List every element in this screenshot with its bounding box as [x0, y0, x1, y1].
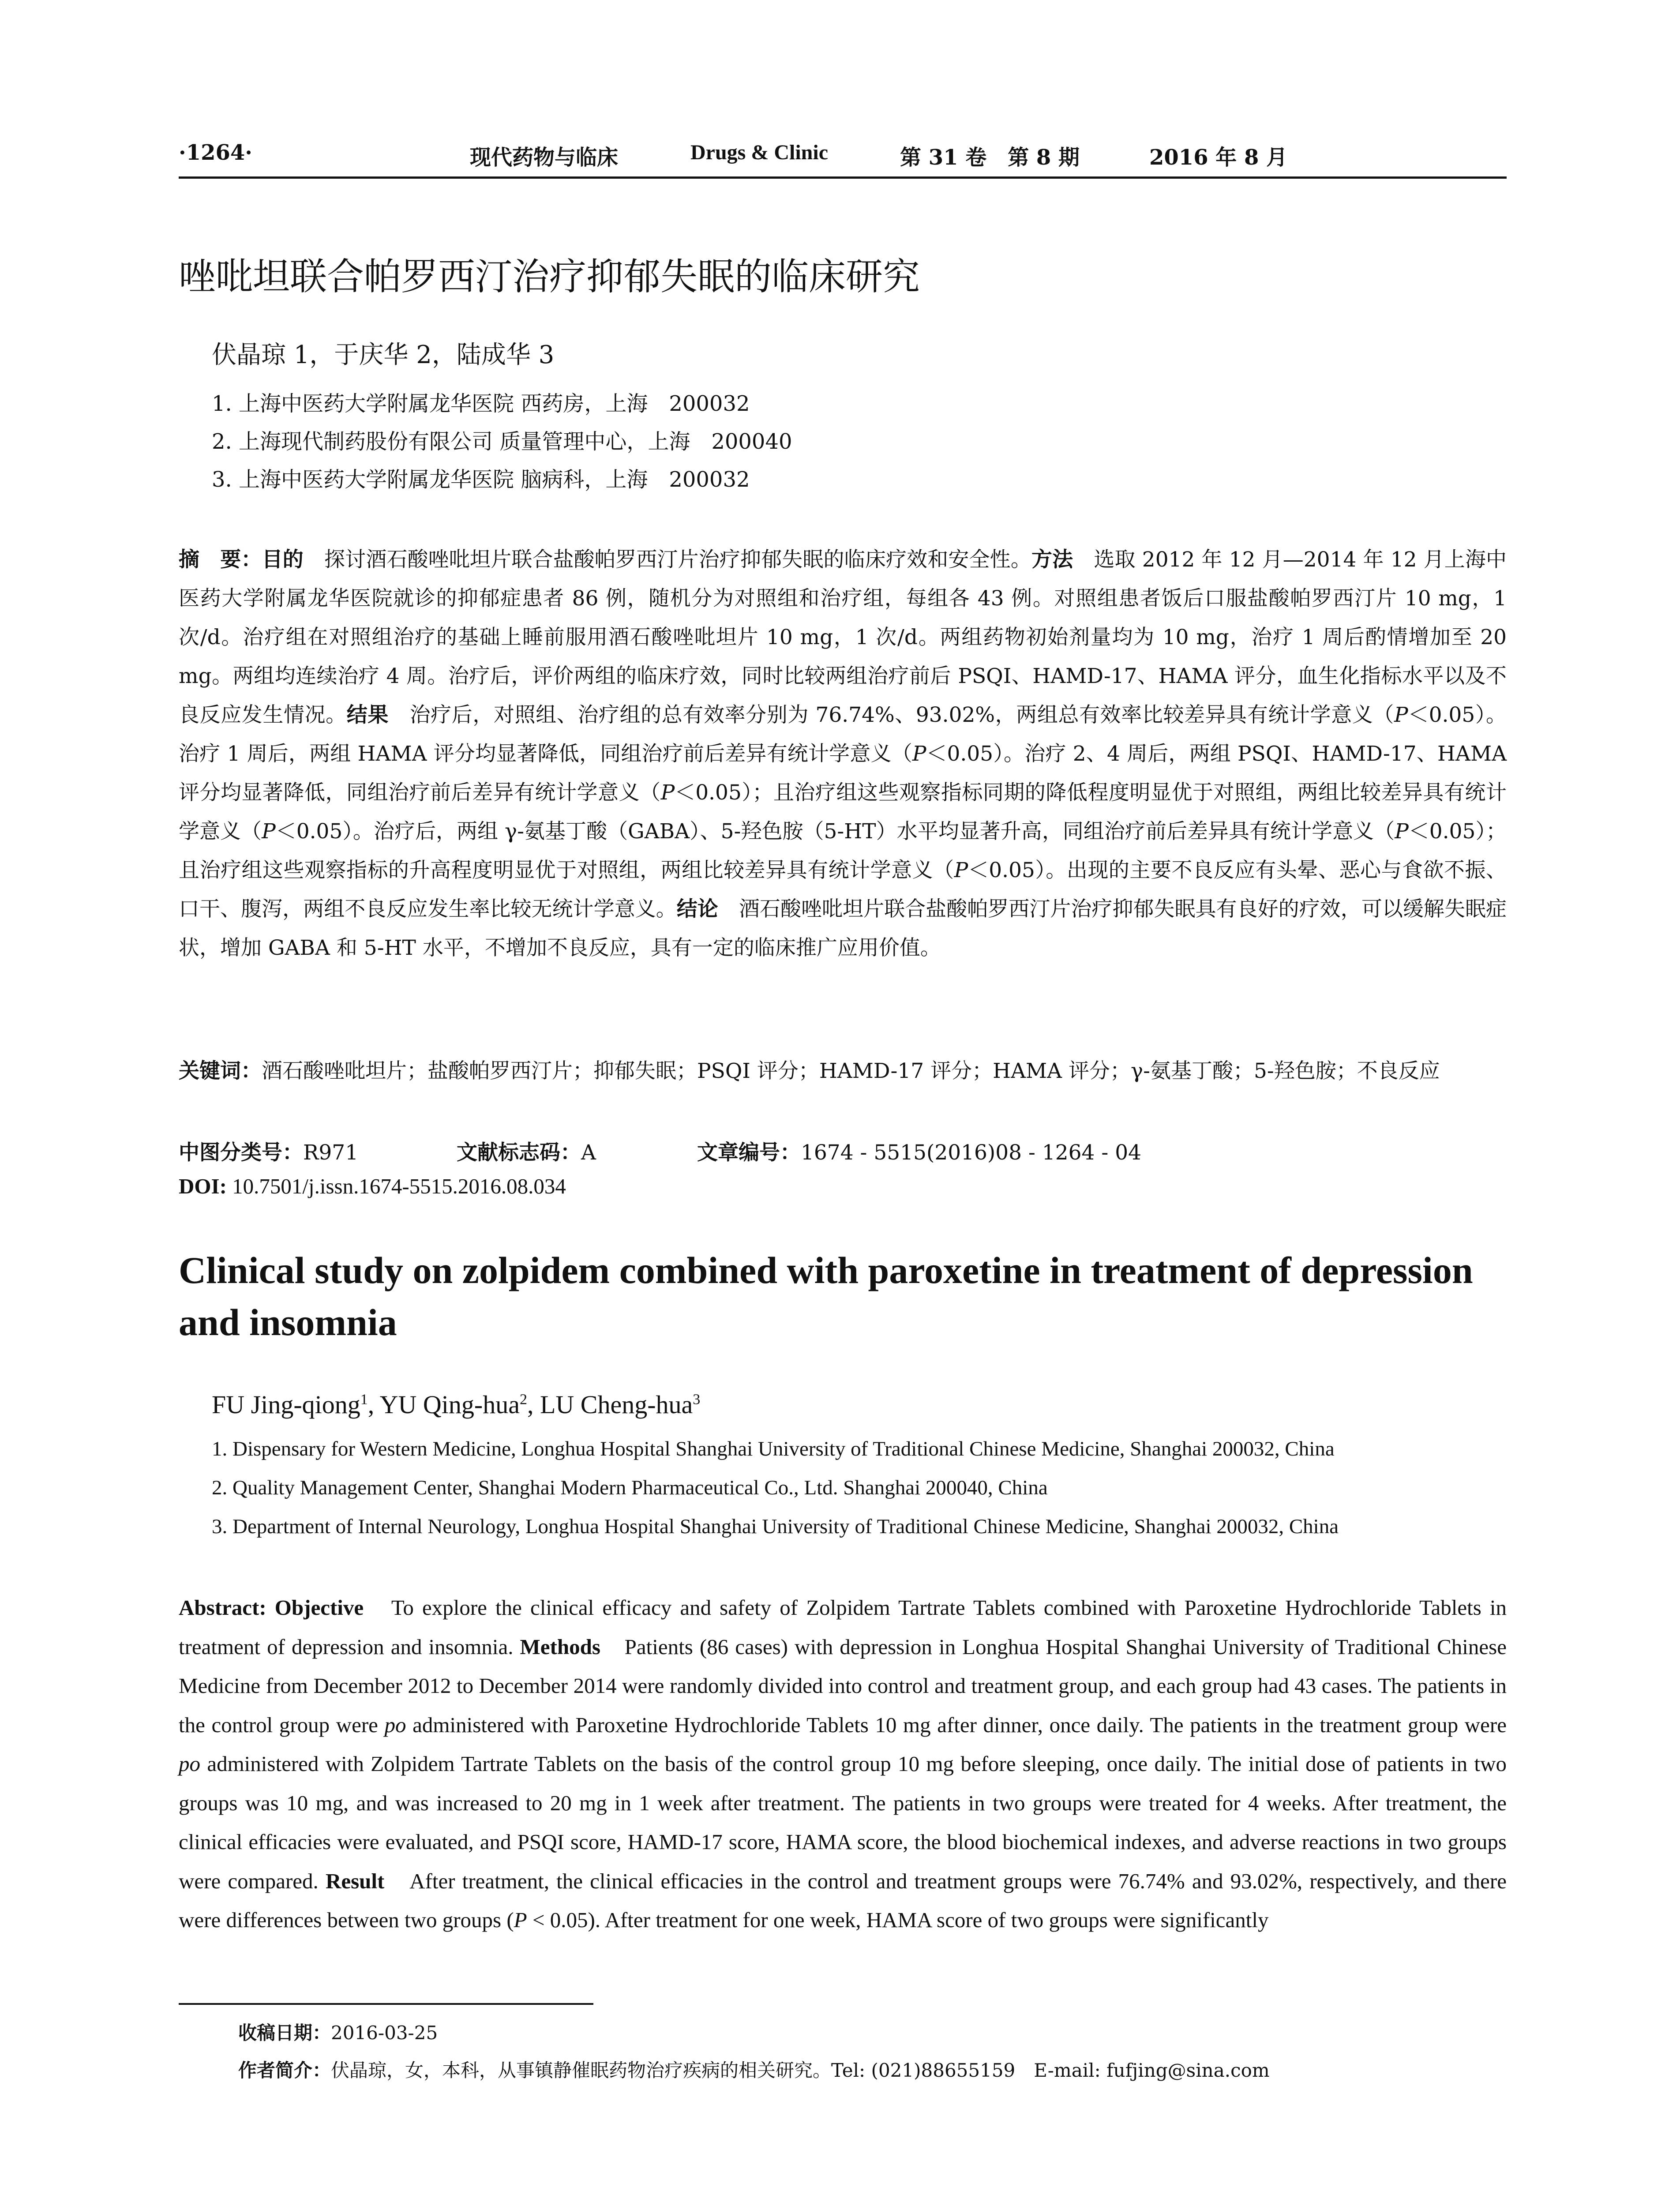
keywords-label: 关键词： — [179, 1059, 262, 1083]
p-value-symbol: P — [514, 1908, 527, 1932]
p-value-symbol: P — [262, 819, 276, 844]
clc-number — [179, 1136, 358, 1166]
affiliation-cn-1: 1. 上海中医药大学附属龙华医院 西药房，上海 200032 — [212, 391, 750, 416]
document-code-value: A — [581, 1141, 596, 1165]
results-label-cn: 结果 — [346, 703, 389, 727]
results-text-cn: ＜0.05）。治疗 2、4 周后，两组 PSQI、HAMD-17、HAMA 评分均显著降低，同组治疗前后差异有统计学意义（ — [179, 742, 1507, 805]
header-rule — [179, 176, 1507, 179]
clc-label: 中图分类号： — [179, 1141, 303, 1165]
affiliation-cn-2: 2. 上海现代制药股份有限公司 质量管理中心，上海 200040 — [212, 429, 792, 454]
p-value-symbol: P — [912, 742, 926, 766]
authors-en — [212, 1390, 700, 1419]
abstract-cn-label: 摘 要： — [179, 548, 262, 572]
abstract-en — [179, 1588, 1507, 1940]
objective-label-cn: 目的 — [262, 548, 304, 572]
author-en-3-sup: 3 — [693, 1391, 701, 1408]
page-number: ·1264· — [179, 140, 253, 165]
p-value-symbol: P — [1394, 703, 1408, 727]
po-abbrev: po — [179, 1752, 200, 1776]
methods-text-en: Patients (86 cases) with depression in Longhua Hospital Shanghai University of Traditional Chinese Medicine from December 2012 to December 2014 were randomly divided into control and treatment group, and each group had 43 cases. The patients in the control group were — [179, 1634, 1507, 1737]
p-value-symbol: P — [1395, 819, 1409, 844]
results-text-cn: ＜0.05）；且治疗组这些观察指标的升高程度明显优于对照组，两组比较差异具有统计学意义（ — [179, 819, 1507, 882]
received-date — [238, 2018, 438, 2045]
keywords-cn — [179, 1053, 1507, 1089]
results-text-cn: ＜0.05）。出现的主要不良反应有头晕、恶心与食欲不振、口干、腹泻，两组不良反应发生率比较无统计学意义。 — [179, 858, 1507, 921]
methods-text-cn: 选取 2012 年 12 月—2014 年 12 月上海中医药大学附属龙华医院就诊的抑郁症患者 86 例，随机分为对照组和治疗组，每组各 43 例。对照组患者饭后口服盐酸帕罗西汀片 10 mg，1 次/d。治疗组在对照组治疗的基础上睡前服用酒石酸唑吡坦片 10 mg，1 次/d。两组药物初始剂量均为 10 mg，治疗 1 周后酌情增加至 20 mg。两组均连续治疗 4 周。治疗后，评价两组的临床疗效，同时比较两组治疗前后 PSQI、HAMD-17、HAMA 评分，血生化指标水平以及不良反应发生情况。 — [179, 548, 1507, 727]
result-text-en: < 0.05). After treatment for one week, HAMA score of two groups were significantly — [527, 1908, 1269, 1932]
po-abbrev: po — [384, 1712, 406, 1737]
affiliation-en-3: 3. Department of Internal Neurology, Longhua Hospital Shanghai University of Traditional Chinese Medicine, Shanghai 200032, China — [212, 1515, 1339, 1538]
footnote-rule — [179, 2003, 593, 2005]
journal-name-en: Drugs & Clinic — [690, 141, 828, 164]
objective-label-en: Objective — [266, 1595, 364, 1620]
issue-date: 2016 年 8 月 — [1149, 145, 1288, 170]
running-header — [179, 140, 1507, 176]
article-number-value: 1674 - 5515(2016)08 - 1264 - 04 — [801, 1141, 1142, 1165]
doi-label: DOI: — [179, 1174, 227, 1198]
volume-issue: 第 31 卷 第 8 期 — [900, 145, 1080, 170]
affiliation-cn-3: 3. 上海中医药大学附属龙华医院 脑病科，上海 200032 — [212, 467, 750, 492]
results-text-cn: 治疗后，对照组、治疗组的总有效率分别为 76.74%、93.02%，两组总有效率比较差异具有统计学意义（ — [388, 703, 1395, 727]
received-value: 2016-03-25 — [331, 2022, 438, 2044]
journal-name-cn: 现代药物与临床 — [470, 145, 619, 170]
abstract-en-label: Abstract: — [179, 1595, 266, 1620]
author-en-2: , YU Qing-hua — [368, 1390, 520, 1419]
title-en: Clinical study on zolpidem combined with paroxetine in treatment of depression and insomnia — [179, 1249, 1473, 1343]
received-label: 收稿日期： — [238, 2022, 331, 2044]
keywords-text: 酒石酸唑吡坦片；盐酸帕罗西汀片；抑郁失眠；PSQI 评分；HAMD-17 评分；HAMA 评分；γ-氨基丁酸；5-羟色胺；不良反应 — [262, 1059, 1440, 1083]
doi — [179, 1174, 566, 1199]
objective-text-cn: 探讨酒石酸唑吡坦片联合盐酸帕罗西汀片治疗抑郁失眠的临床疗效和安全性。 — [303, 548, 1031, 572]
authors-cn: 伏晶琼 1，于庆华 2，陆成华 3 — [212, 341, 555, 369]
methods-text-en: administered with Paroxetine Hydrochloride Tablets 10 mg after dinner, once daily. The patients in the treatment group were — [406, 1712, 1507, 1737]
document-code-label: 文献标志码： — [457, 1141, 581, 1165]
author-en-3: , LU Cheng-hua — [527, 1390, 693, 1419]
affiliation-en-1: 1. Dispensary for Western Medicine, Longhua Hospital Shanghai University of Traditional Chinese Medicine, Shanghai 200032, China — [212, 1437, 1335, 1460]
p-value-symbol: P — [660, 780, 675, 805]
affiliation-en-2: 2. Quality Management Center, Shanghai Modern Pharmaceutical Co., Ltd. Shanghai 200040, China — [212, 1476, 1048, 1499]
author-bio — [238, 2056, 1270, 2082]
results-text-cn: ＜0.05）。治疗后，两组 γ-氨基丁酸（GABA）、5-羟色胺（5-HT）水平均显著升高，同组治疗前后差异具有统计学意义（ — [275, 819, 1395, 844]
p-value-symbol: P — [954, 858, 968, 882]
conclusion-label-cn: 结论 — [676, 897, 718, 921]
author-bio-text: 伏晶琼，女，本科，从事镇静催眠药物治疗疾病的相关研究。Tel: (021)88655159 E-mail: fufjing@sina.com — [331, 2060, 1270, 2081]
conclusion-text-cn: 酒石酸唑吡坦片联合盐酸帕罗西汀片治疗抑郁失眠具有良好的疗效，可以缓解失眠症状，增加 GABA 和 5-HT 水平，不增加不良反应，具有一定的临床推广应用价值。 — [179, 897, 1507, 960]
objective-text-en: To explore the clinical efficacy and safety of Zolpidem Tartrate Tablets combined with Paroxetine Hydrochloride Tablets in treatment of depression and insomnia. — [179, 1595, 1507, 1659]
clc-value: R971 — [303, 1141, 359, 1165]
author-en-2-sup: 2 — [519, 1391, 527, 1408]
results-text-cn: ＜0.05）；且治疗组这些观察指标同期的降低程度明显优于对照组，两组比较差异具有统计学意义（ — [179, 780, 1507, 844]
results-text-cn: ＜0.05）。治疗 1 周后，两组 HAMA 评分均显著降低，同组治疗前后差异有统计学意义（ — [179, 703, 1507, 766]
title-cn: 唑吡坦联合帕罗西汀治疗抑郁失眠的临床研究 — [179, 255, 920, 298]
author-en-1: FU Jing-qiong — [212, 1390, 360, 1419]
author-bio-label: 作者简介： — [238, 2060, 331, 2081]
methods-label-en: Methods — [520, 1634, 600, 1659]
methods-label-cn: 方法 — [1031, 548, 1073, 572]
document-code — [457, 1136, 596, 1166]
doi-value[interactable]: 10.7501/j.issn.1674-5515.2016.08.034 — [232, 1174, 566, 1198]
methods-text-en: administered with Zolpidem Tartrate Tablets on the basis of the control group 10 mg before sleeping, once daily. The initial dose of patients in two groups was 10 mg, and was increased to 20 mg in 1 week after treatment. The patients in two groups were treated for 4 weeks. After treatment, the clinical efficacies were evaluated, and PSQI score, HAMD-17 score, HAMA score, the blood biochemical indexes, and adverse reactions in two groups were compared. — [179, 1752, 1507, 1893]
abstract-cn — [179, 540, 1507, 968]
article-number — [697, 1136, 1141, 1166]
result-label-en: Result — [325, 1868, 385, 1893]
author-en-1-sup: 1 — [360, 1391, 368, 1408]
result-text-en: After treatment, the clinical efficacies in the control and treatment groups were 76.74% and 93.02%, respectively, and there were differences between two groups ( — [179, 1868, 1507, 1932]
article-number-label: 文章编号： — [697, 1141, 801, 1165]
